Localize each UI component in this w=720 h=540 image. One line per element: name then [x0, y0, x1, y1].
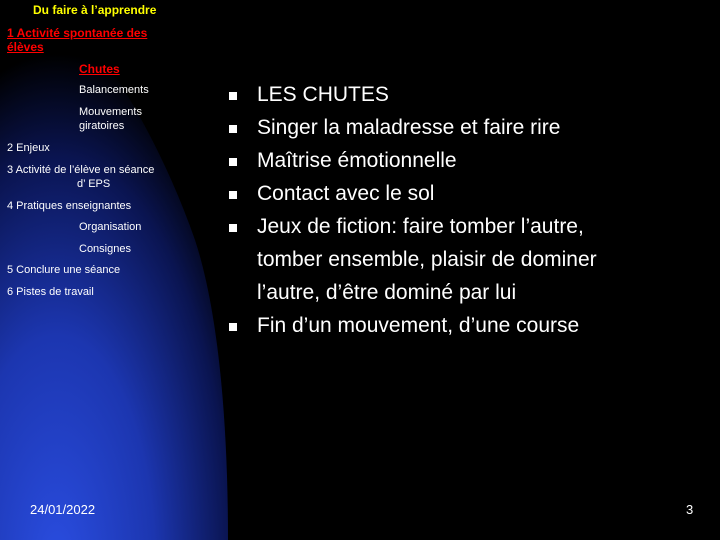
nav-item-label-line2: giratoires: [79, 120, 125, 132]
nav-item-label-line2: élèves: [7, 40, 44, 54]
nav-item-activite-eleve[interactable]: [7, 163, 154, 191]
nav-item-mouvements-giratoires[interactable]: [79, 105, 142, 133]
nav-item-organisation[interactable]: Organisation: [79, 221, 142, 233]
nav-item-pratiques-enseignantes[interactable]: 4 Pratiques enseignantes: [7, 200, 132, 212]
nav-item-label-line1: 3 Activité de l’élève en séance: [7, 164, 155, 176]
bullet-item: [228, 111, 708, 144]
bullet-item: [228, 177, 708, 210]
bullet-item: [228, 210, 708, 309]
presentation-title-link[interactable]: Du faire à l’apprendre: [33, 3, 157, 17]
bullet-item: [228, 144, 708, 177]
square-bullet-icon: [229, 191, 237, 199]
slide-page-number: 3: [686, 502, 694, 517]
slide-date: 24/01/2022: [30, 502, 96, 517]
nav-item-label-line2: d’ EPS: [77, 178, 111, 190]
slide-navigation: [0, 0, 230, 540]
nav-item-balancements[interactable]: Balancements: [79, 84, 149, 96]
bullet-text-line: tomber ensemble, plaisir de dominer: [257, 248, 597, 271]
bullet-text-line: l’autre, d’être dominé par lui: [257, 281, 517, 304]
square-bullet-icon: [229, 92, 237, 100]
nav-item-enjeux[interactable]: 2 Enjeux: [7, 142, 50, 154]
nav-item-label-line1: 1 Activité spontanée des: [7, 26, 148, 40]
bullet-item: [228, 78, 708, 111]
bullet-text: Fin d’un mouvement, d’une course: [257, 314, 580, 337]
bullet-text: Singer la maladresse et faire rire: [257, 116, 561, 139]
square-bullet-icon: [229, 224, 237, 232]
nav-item-conclure-seance[interactable]: 5 Conclure une séance: [7, 264, 121, 276]
nav-item-chutes[interactable]: Chutes: [79, 62, 120, 76]
nav-item-label-line1: Mouvements: [79, 106, 142, 118]
bullet-text-line: Jeux de fiction: faire tomber l’autre,: [257, 215, 584, 238]
slide-content: [228, 78, 708, 342]
nav-item-pistes-travail[interactable]: 6 Pistes de travail: [7, 286, 94, 298]
nav-item-consignes[interactable]: Consignes: [79, 243, 131, 255]
bullet-text: Contact avec le sol: [257, 182, 435, 205]
square-bullet-icon: [229, 125, 237, 133]
bullet-text: Maîtrise émotionnelle: [257, 149, 457, 172]
nav-item-activite-spontanee[interactable]: [7, 26, 147, 54]
bullet-text: LES CHUTES: [257, 83, 389, 106]
square-bullet-icon: [229, 158, 237, 166]
bullet-item: [228, 309, 708, 342]
square-bullet-icon: [229, 323, 237, 331]
